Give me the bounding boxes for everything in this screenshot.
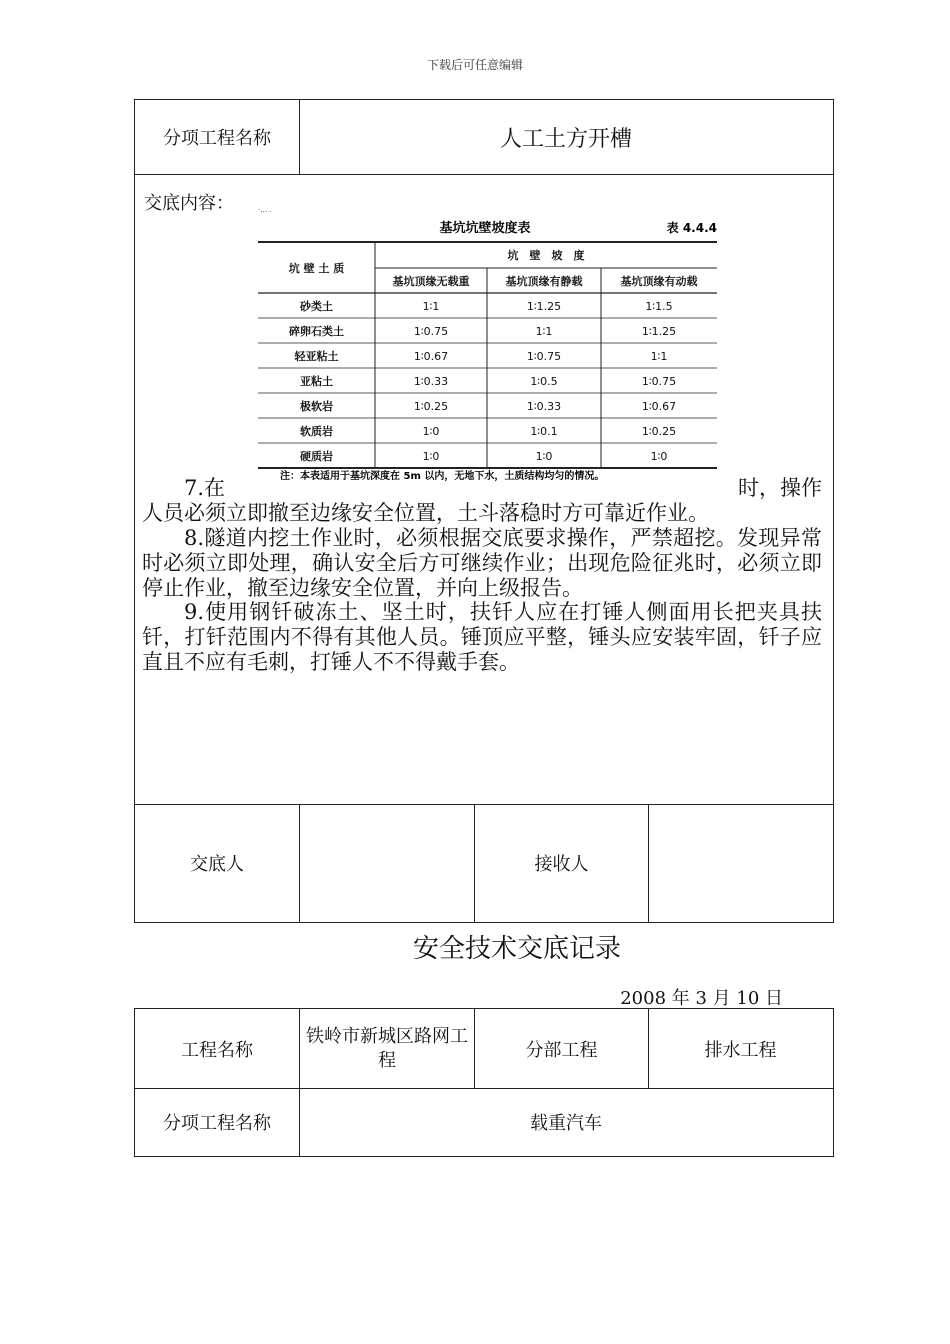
project-value: 铁岭市新城区路网工程 — [306, 1025, 468, 1071]
p7-line2: 人员必须立即撤至边缘安全位置，土斗落稳时方可靠近作业。 — [142, 501, 709, 525]
content-label: 交底内容： — [144, 193, 234, 214]
slope-ratio: 1∶1 — [535, 325, 553, 338]
slope-ratio: 1∶0.33 — [526, 400, 562, 413]
slope-ratio: 1∶0.67 — [641, 400, 677, 413]
load-column-header: 基坑顶缘无载重 — [392, 275, 470, 288]
slope-ratio: 1∶0.33 — [413, 375, 449, 388]
slope-ratio: 1∶0.75 — [413, 325, 449, 338]
slope-ratio: 1∶0.25 — [641, 425, 677, 438]
giver-label: 交底人 — [190, 854, 244, 875]
p7-start: 7.在 — [184, 476, 226, 500]
slope-table-image — [255, 192, 720, 492]
slope-ratio: 1∶1 — [422, 300, 440, 313]
slope-ratio: 1∶0.1 — [530, 425, 558, 438]
subitem2-value: 载重汽车 — [530, 1113, 602, 1134]
subitem-label: 分项工程名称 — [163, 128, 271, 149]
soil-name: 硬质岩 — [300, 450, 333, 463]
load-column-header: 基坑顶缘有静载 — [505, 275, 583, 288]
slope-table-title: 基坑坑壁坡度表 — [439, 221, 531, 236]
form-date: 2008 年 3 月 10 日 — [620, 988, 783, 1009]
soil-name: 轻亚粘土 — [294, 350, 339, 363]
slope-ratio: 1∶0 — [422, 450, 440, 463]
soil-name: 砂类土 — [300, 300, 333, 313]
slope-ratio: 1∶0 — [650, 450, 668, 463]
slope-ratio: 1∶1.5 — [645, 300, 673, 313]
division-label: 分部工程 — [525, 1039, 598, 1061]
load-column-header: 基坑顶缘有动载 — [620, 275, 698, 288]
slope-ratio: 1∶0.75 — [641, 375, 677, 388]
slope-ratio: 1∶0 — [535, 450, 553, 463]
slope-ratio: 1∶1 — [650, 350, 668, 363]
soil-name: 极软岩 — [300, 400, 333, 413]
svg-text:·… .: ·… . — [258, 206, 272, 214]
paragraph-9: 9.使用钢钎破冻土、坚土时，扶钎人应在打锤人侧面用长把夹具扶钎，打钎范围内不得有其他人员。锤顶应平整，锤头应安装牢固，钎子应直且不应有毛刺，打锤人不不得戴手套。 — [142, 600, 822, 674]
giver-value — [300, 805, 474, 921]
project-label: 工程名称 — [181, 1039, 253, 1061]
subitem2-label: 分项工程名称 — [163, 1113, 271, 1134]
slope-ratio: 1∶1.25 — [526, 300, 562, 313]
division-value: 排水工程 — [704, 1039, 777, 1061]
p7-end: 时，操作 — [738, 476, 822, 500]
receiver-label: 接收人 — [534, 854, 589, 875]
slope-group-header: 坑 壁 坡 度 — [507, 249, 585, 262]
form-title: 安全技术交底记录 — [412, 934, 621, 964]
slope-ratio: 1∶0.5 — [530, 375, 558, 388]
subitem-value: 人工土方开槽 — [499, 126, 632, 152]
slope-table-number: 表 4.4.4 — [666, 221, 717, 235]
slope-ratio: 1∶1.25 — [641, 325, 677, 338]
slope-ratio: 1∶0 — [422, 425, 440, 438]
slope-ratio: 1∶0.25 — [413, 400, 449, 413]
receiver-value — [649, 805, 832, 921]
soil-name: 碎卵石类土 — [289, 325, 344, 338]
paragraph-7 — [142, 476, 822, 526]
soil-name: 软质岩 — [300, 425, 333, 438]
header-note: 下载后可任意编辑 — [426, 58, 523, 72]
paragraph-8: 8.隧道内挖土作业时，必须根据交底要求操作，严禁超挖。发现异常时必须立即处理，确认安全后方可继续作业；出现危险征兆时，必须立即停止作业，撤至边缘安全位置，并向上级报告。 — [142, 526, 822, 600]
slope-ratio: 1∶0.67 — [413, 350, 449, 363]
slope-ratio: 1∶0.75 — [526, 350, 562, 363]
row-divider — [134, 174, 834, 175]
slope-table-note: 注：本表适用于基坑深度在 5m 以内，无地下水，土质结构均匀的情况。 — [280, 471, 605, 482]
soil-column-header: 坑 壁 土 质 — [288, 262, 345, 275]
soil-name: 亚粘土 — [300, 375, 333, 388]
